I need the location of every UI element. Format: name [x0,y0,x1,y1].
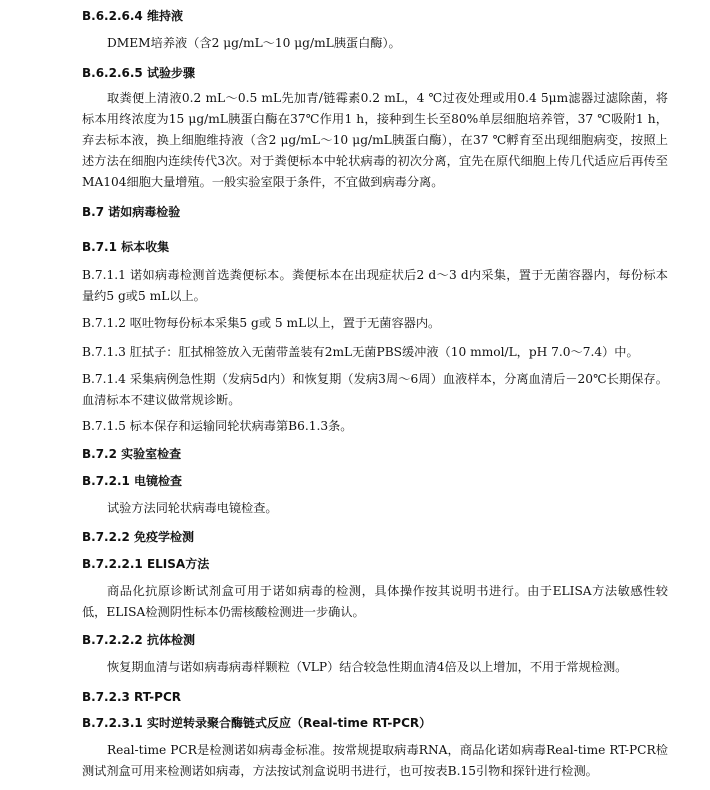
paragraph-b7222: 恢复期血清与诺如病毒病毒样颗粒（VLP）结合较急性期血清4倍及以上增加，不用于常规检测。 [107,660,628,674]
section-heading-b7222: B.7.2.2.2 抗体检测 [82,633,195,647]
section-heading-b722: B.7.2.2 免疫学检测 [82,530,195,544]
section-heading-b6264: B.6.2.6.4 维持液 [82,9,183,23]
paragraph-b7221: 商品化抗原诊断试剂盒可用于诺如病毒的检测，具体操作按其说明书进行。由于ELISA方法敏感性较低，ELISA检测阴性标本仍需核酸检测进一步确认。 [82,584,668,619]
clause-b713: B.7.1.3 肛拭子：肛拭棉签放入无菌带盖装有2mL无菌PBS缓冲液（10 mmol/L，pH 7.0～7.4）中。 [82,345,639,359]
paragraph-b6265: 取粪便上清液0.2 mL～0.5 mL先加青/链霉素0.2 mL，4 ℃过夜处理或用0.4 5μm滤器过滤除菌，将标本用终浓度为15 μg/mL胰蛋白酶在37℃作用1 h，接种到生长至80%单层细胞培养管，37 ℃吸附1 h，弃去标本液，换上细胞维持液（含2 μg/mL～10 μg/mL胰蛋白酶），在37 ℃孵育至出现细胞病变，按照上述方法在细胞内连续传代3次。对于粪便标本中轮状病毒的初次分离，宜先在原代细胞上传几代适应后再传至MA104细胞大量增殖。一般实验室限于条件，不宜做到病毒分离。 [82,91,668,189]
section-heading-b6265: B.6.2.6.5 试验步骤 [82,66,195,80]
section-heading-b7: B.7 诺如病毒检验 [82,205,181,219]
clause-b712: B.7.1.2 呕吐物每份标本采集5 g或 5 mL以上，置于无菌容器内。 [82,316,441,330]
section-heading-b72: B.7.2 实验室检查 [82,447,182,461]
section-heading-b723: B.7.2.3 RT-PCR [82,690,181,704]
clause-b711: B.7.1.1 诺如病毒检测首选粪便标本。粪便标本在出现症状后2 d～3 d内采集，置于无菌容器内，每份标本量约5 g或5 mL以上。 [82,268,668,303]
clause-b715: B.7.1.5 标本保存和运输同轮状病毒第B6.1.3条。 [82,419,353,433]
section-heading-b721: B.7.2.1 电镜检查 [82,474,183,488]
section-heading-b7231: B.7.2.3.1 实时逆转录聚合酶链式反应（Real-time RT-PCR） [82,716,432,730]
paragraph-b6264: DMEM培养液（含2 μg/mL～10 μg/mL胰蛋白酶）。 [107,36,401,50]
paragraph-b721: 试验方法同轮状病毒电镜检查。 [107,501,278,515]
section-heading-b71: B.7.1 标本收集 [82,240,170,254]
section-heading-b7221: B.7.2.2.1 ELISA方法 [82,557,210,571]
paragraph-b7231: Real-time PCR是检测诺如病毒金标准。按常规提取病毒RNA，商品化诺如病毒Real-time RT-PCR检测试剂盒可用来检测诺如病毒，方法按试剂盒说明书进行，也可按表B.15引物和探针进行检测。 [82,743,668,778]
clause-b714: B.7.1.4 采集病例急性期（发病5d内）和恢复期（发病3周～6周）血液样本，分离血清后－20℃长期保存。血清标本不建议做常规诊断。 [82,372,668,407]
